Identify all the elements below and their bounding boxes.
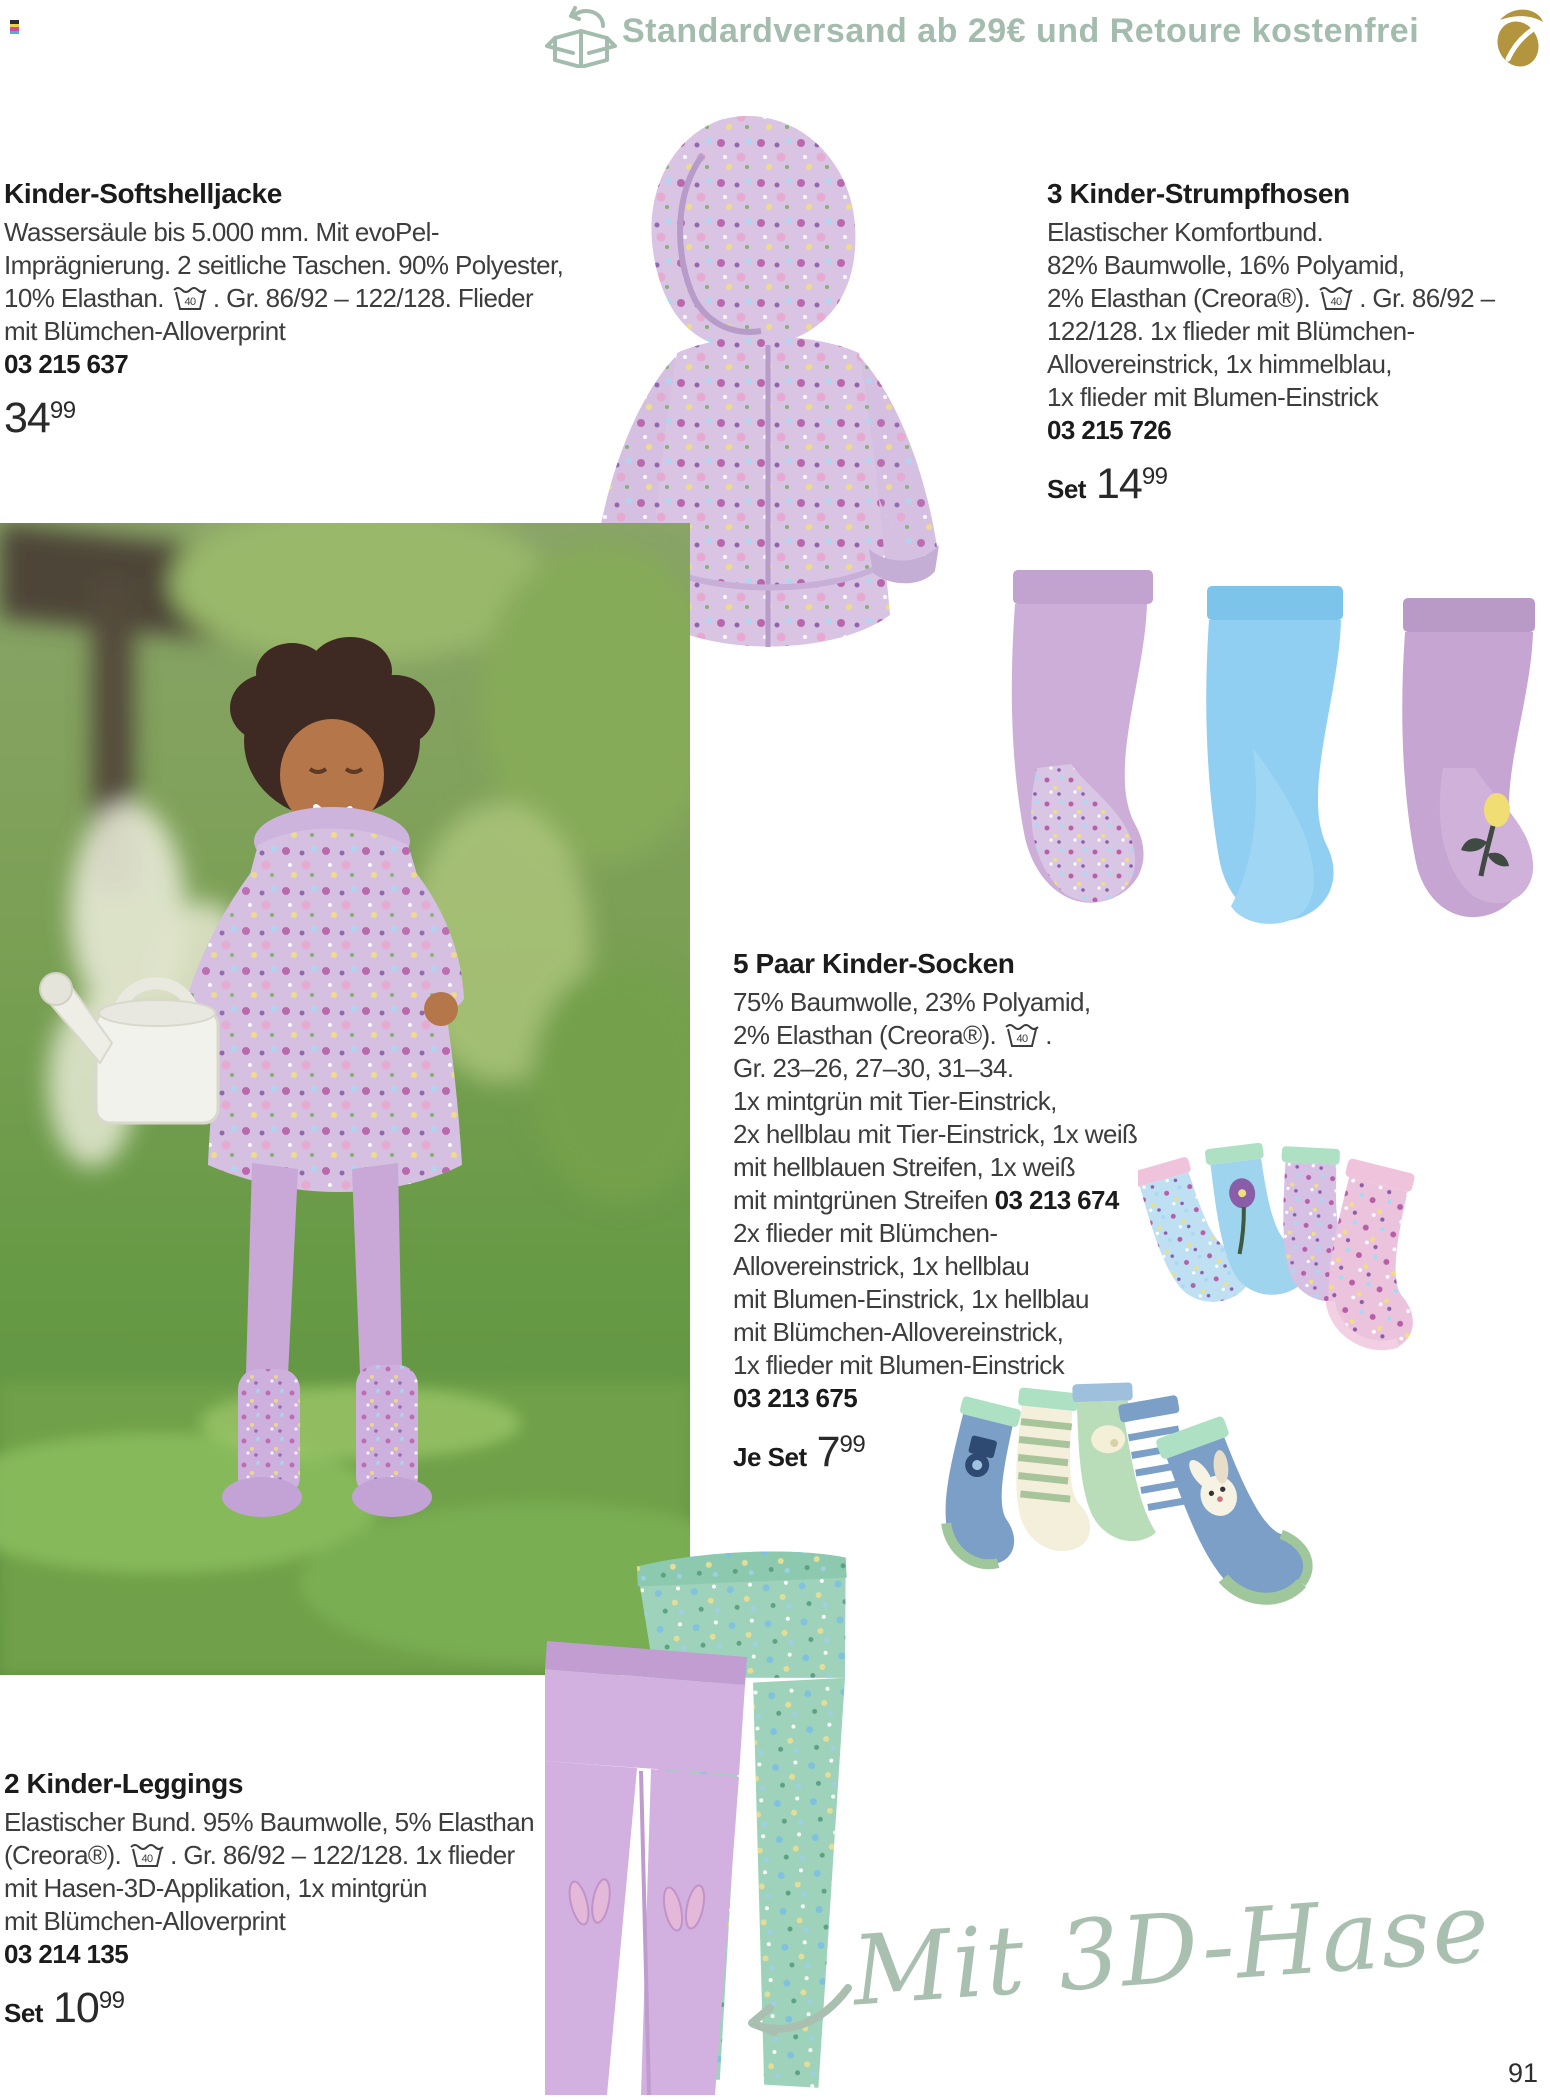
product-desc-line: mit Hasen-3D-Applikation, 1x mintgrün: [4, 1873, 427, 1903]
product-desc-line: 1x flieder mit Blumen-Einstrick: [733, 1350, 1065, 1380]
blue-socks-product-image: [925, 1375, 1325, 1665]
print-registration-mark: [10, 20, 19, 34]
product-desc-line: 2x hellblau mit Tier-Einstrick, 1x weiß: [733, 1119, 1138, 1149]
page-number: 91: [1507, 2058, 1538, 2088]
product-block-softshelljacke: [4, 178, 564, 443]
product-desc-line: 2x flieder mit Blümchen-: [733, 1218, 998, 1248]
product-title: 2 Kinder-Leggings: [4, 1768, 243, 1799]
svg-text:40: 40: [141, 1853, 153, 1865]
wash-40-icon: [129, 1841, 165, 1868]
tights-product-image: [995, 558, 1550, 958]
product-desc-line: 75% Baumwolle, 23% Polyamid,: [733, 987, 1091, 1017]
product-desc-line: Elastischer Komfortbund.: [1047, 217, 1324, 247]
price: Je Set 799: [733, 1428, 866, 1476]
product-desc-line: mit hellblauen Streifen, 1x weiß: [733, 1152, 1076, 1182]
price: Set 1499: [1047, 460, 1168, 508]
product-desc-line: mit Blümchen-Allovereinstrick,: [733, 1317, 1064, 1347]
pastel-socks-product-image: [1138, 1140, 1428, 1375]
tchibo-bean-logo-icon: [1488, 2, 1548, 68]
article-number: 03 215 726: [1047, 415, 1172, 445]
product-desc-line: 82% Baumwolle, 16% Polyamid,: [1047, 250, 1405, 280]
product-desc-line: 1x flieder mit Blumen-Einstrick: [1047, 382, 1379, 412]
product-desc-line: 1x mintgrün mit Tier-Einstrick,: [733, 1086, 1057, 1116]
product-desc-line: Allovereinstrick, 1x hellblau: [733, 1251, 1030, 1281]
wash-40-icon: [172, 284, 208, 311]
product-desc-line: mit Blümchen-Alloverprint: [4, 1906, 286, 1936]
product-desc-line: mit Blümchen-Alloverprint: [4, 316, 286, 346]
svg-text:40: 40: [184, 296, 196, 308]
girl-garden-photo: [0, 523, 690, 1675]
svg-text:40: 40: [1330, 296, 1342, 308]
product-desc-line: (Creora®). 40 . Gr. 86/92 – 122/128. 1x flieder: [4, 1840, 515, 1870]
shipping-banner: Standardversand ab 29€ und Retoure kostenfrei: [622, 12, 1420, 50]
product-desc-line: Allovereinstrick, 1x himmelblau,: [1047, 349, 1392, 379]
product-desc-line: mit Blumen-Einstrick, 1x hellblau: [733, 1284, 1089, 1314]
product-desc-line: Gr. 23–26, 27–30, 31–34.: [733, 1053, 1014, 1083]
product-title: 3 Kinder-Strumpfhosen: [1047, 178, 1350, 209]
product-block-leggings: [4, 1768, 564, 2033]
product-desc-line: Imprägnierung. 2 seitliche Taschen. 90% Polyester,: [4, 250, 564, 280]
article-number: 03 214 135: [4, 1939, 129, 1969]
svg-text:40: 40: [1016, 1033, 1028, 1045]
annotation-3d-hase: Mit 3D-Hase: [848, 1871, 1495, 2028]
product-desc-line: 2% Elasthan (Creora®). 40 . Gr. 86/92 –: [1047, 283, 1495, 313]
product-desc-line: 10% Elasthan. 40 . Gr. 86/92 – 122/128. Flieder: [4, 283, 534, 313]
product-desc-line: 122/128. 1x flieder mit Blümchen-: [1047, 316, 1415, 346]
product-desc-line: 2% Elasthan (Creora®). 40 .: [733, 1020, 1052, 1050]
price: Set 1099: [4, 1984, 125, 2032]
product-desc-line: Wassersäule bis 5.000 mm. Mit evoPel-: [4, 217, 439, 247]
article-number: 03 215 637: [4, 349, 129, 379]
product-title: Kinder-Softshelljacke: [4, 178, 282, 209]
product-block-strumpfhosen: [1047, 178, 1547, 509]
article-number: 03 213 674: [994, 1185, 1119, 1215]
product-title: 5 Paar Kinder-Socken: [733, 948, 1015, 979]
article-number: 03 213 675: [733, 1383, 858, 1413]
wash-40-icon: [1004, 1021, 1040, 1048]
wash-40-icon: [1318, 284, 1354, 311]
product-desc-line: mit mintgrünen Streifen 03 213 674: [733, 1185, 1119, 1215]
price: 3499: [4, 394, 76, 442]
return-box-icon: [545, 4, 617, 68]
arrow-curved-icon: [740, 1980, 855, 2055]
product-desc-line: Elastischer Bund. 95% Baumwolle, 5% Elasthan: [4, 1807, 535, 1837]
